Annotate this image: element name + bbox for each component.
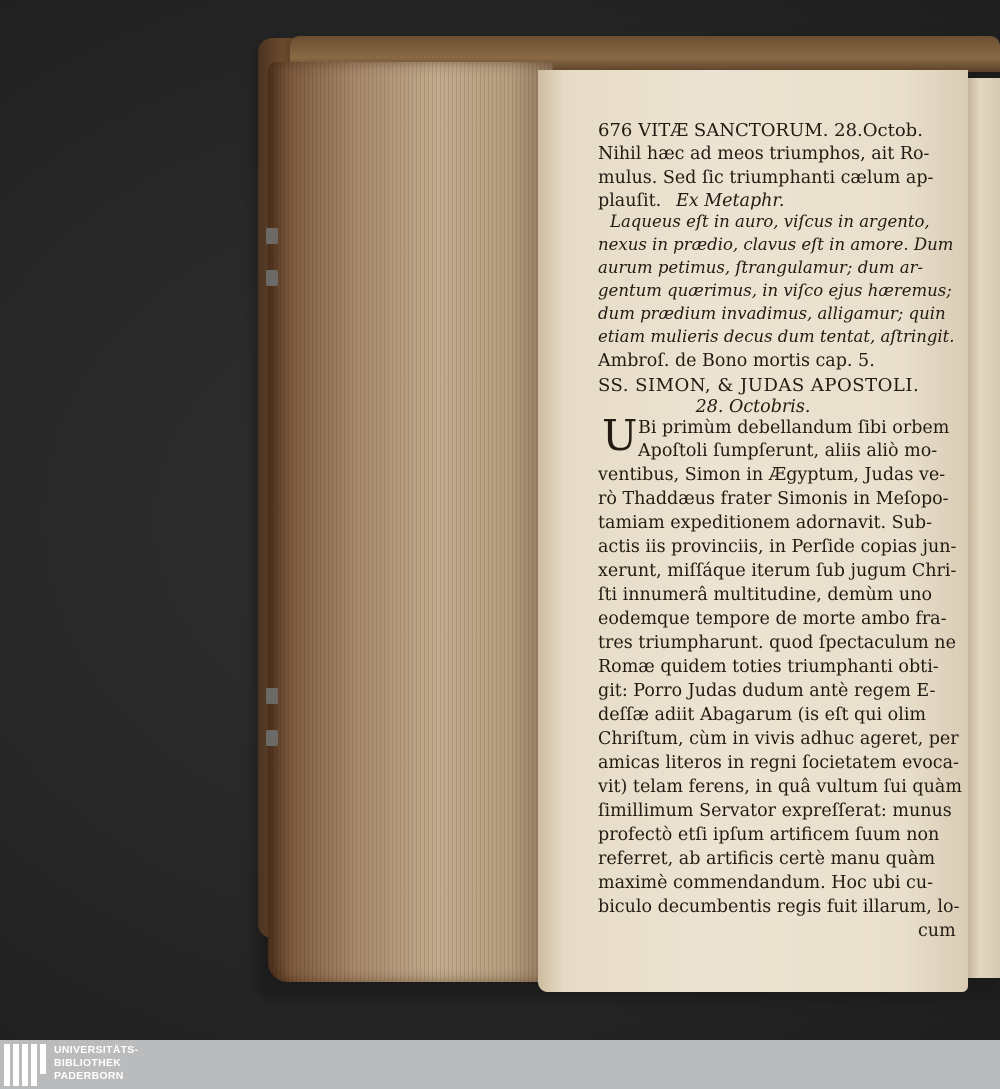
section-date: 28. Octobris. — [695, 397, 811, 417]
facing-page-edge — [966, 78, 1000, 978]
clasp — [266, 730, 278, 746]
quote-line: dum prædium invadimus, alligamur; quin — [598, 304, 946, 323]
library-footer — [0, 1040, 1000, 1089]
source-ref: Ex Metaphr. — [676, 191, 785, 211]
clasp — [266, 228, 278, 244]
text-line: Bi primùm debellandum ſibi orbem — [638, 418, 950, 438]
page-block-edge — [268, 62, 553, 982]
text-line: ventibus, Simon in Ægyptum, Judas ve- — [598, 465, 946, 485]
text-line: xerunt, miſſáque iterum ſub jugum Chri- — [598, 561, 957, 581]
text-line: eodemque tempore de morte ambo fra- — [598, 609, 947, 629]
text-line: ſti innumerâ multitudine, demùm uno — [598, 585, 932, 605]
text-line: deſſæ adiit Abagarum (is eſt qui olim — [598, 705, 927, 725]
quote-line: aurum petimus, ſtrangulamur; dum ar- — [598, 258, 924, 277]
drop-cap: U — [602, 411, 638, 460]
text-line: tamiam expeditionem adornavit. Sub- — [598, 513, 933, 533]
logo-line: BIBLIOTHEK — [54, 1057, 122, 1069]
quote-line: nexus in prædio, clavus eſt in amore. Dum — [598, 235, 954, 254]
text-line: vit) telam ferens, in quâ vultum ſui quàm — [598, 777, 962, 797]
text-line: tres triumpharunt. quod ſpectaculum ne — [598, 633, 956, 653]
text-line: ſimillimum Servator expreſſerat: munus — [598, 801, 952, 821]
library-logo-icon — [4, 1044, 48, 1086]
quote-line: Laqueus eſt in auro, viſcus in argento, — [610, 212, 930, 231]
book-page — [538, 70, 968, 992]
text-line: git: Porro Judas dudum antè regem E- — [598, 681, 936, 701]
text-line: biculo decumbentis regis fuit illarum, lo- — [598, 897, 960, 917]
section-heading: SS. SIMON, & JUDAS APOSTOLI. — [598, 375, 920, 396]
clasp — [266, 270, 278, 286]
logo-line: UNIVERSITÄTS- — [54, 1044, 139, 1056]
text-line: referret, ab artificis certè manu quàm — [598, 849, 936, 869]
citation-line: Ambroſ. de Bono mortis cap. 5. — [598, 351, 875, 371]
text-line: amicas literos in regni ſocietatem evoca- — [598, 753, 959, 773]
logo-line: PADERBORN — [54, 1070, 124, 1082]
text-line: Chriſtum, cùm in vivis adhuc ageret, per — [598, 729, 959, 749]
text-line: Nihil hæc ad meos triumphos, ait Ro- — [598, 144, 930, 164]
library-logo-text — [54, 1044, 138, 1083]
text-line: Apoſtoli ſumpſerunt, aliis aliò mo- — [638, 441, 938, 461]
text-line: maximè commendandum. Hoc ubi cu- — [598, 873, 934, 893]
text-line: Romæ quidem toties triumphanti obti- — [598, 657, 939, 677]
text-line: actis iis provinciis, in Perſide copias jun- — [598, 537, 957, 557]
quote-line: gentum quærimus, in viſco ejus hæremus; — [598, 281, 952, 300]
text-line: mulus. Sed ſic triumphanti cælum ap- — [598, 168, 934, 188]
running-head: 676 VITÆ SANCTORUM. 28.Octob. — [598, 120, 923, 141]
text-line: rò Thaddæus frater Simonis in Meſopo- — [598, 489, 949, 509]
clasp — [266, 688, 278, 704]
catchword: cum — [918, 921, 956, 941]
text-line: plauſit. — [598, 191, 662, 211]
text-line: profectò etſi ipſum artificem ſuum non — [598, 825, 940, 845]
quote-line: etiam mulieris decus dum tentat, aſtringit. — [598, 327, 955, 346]
